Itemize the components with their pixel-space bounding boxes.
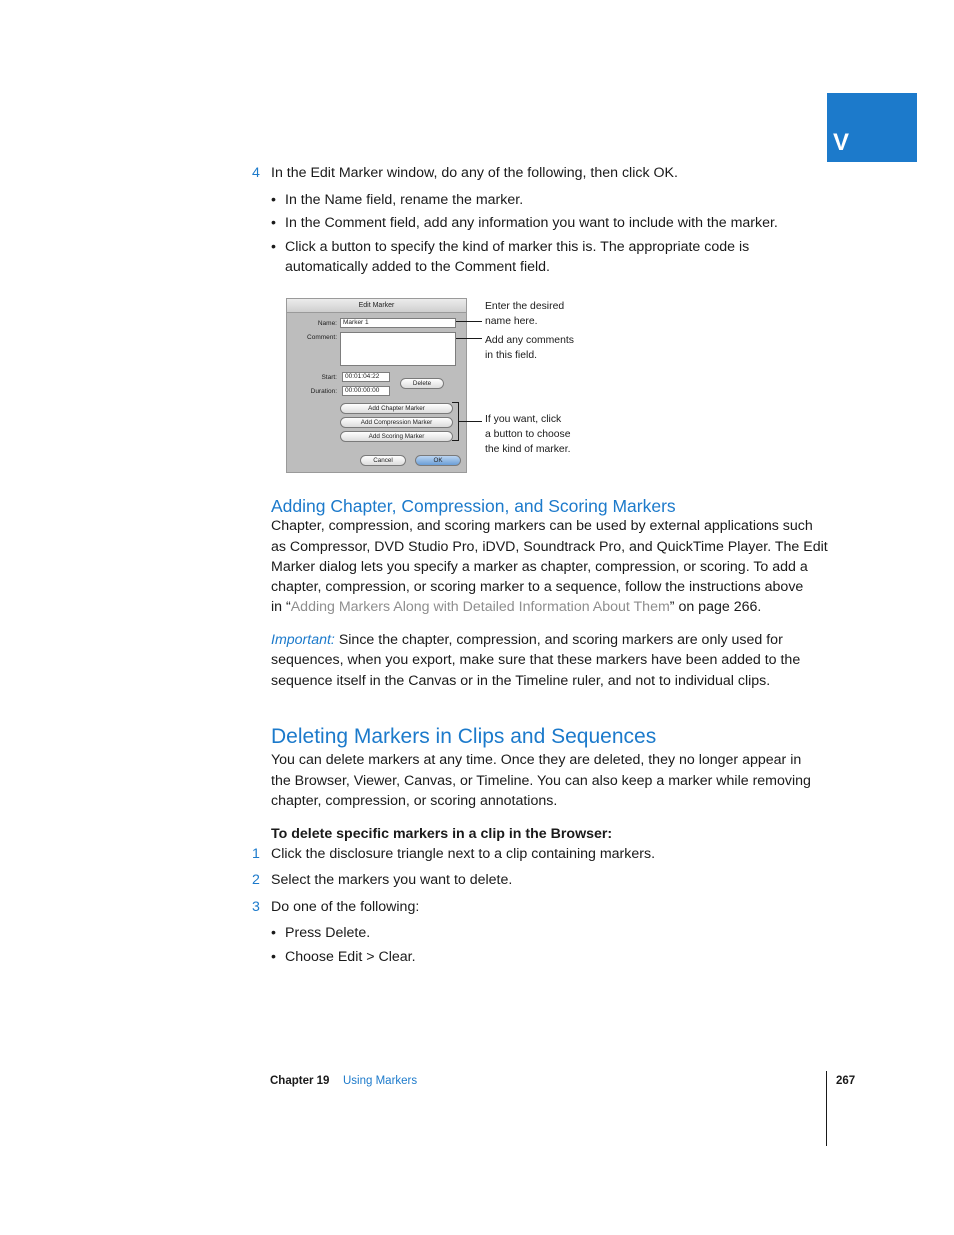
- step-number: 1: [252, 846, 260, 862]
- start-label: Start:: [321, 374, 337, 381]
- comment-label: Comment:: [307, 334, 337, 341]
- duration-label: Duration:: [310, 388, 337, 395]
- edit-marker-dialog: [286, 298, 467, 473]
- callout-line-name: [456, 321, 482, 322]
- annotation-buttons-2: a button to choose: [485, 429, 571, 440]
- link-prefix: in “: [271, 599, 291, 615]
- bullet-dot: •: [271, 949, 276, 965]
- body-line: the Browser, Viewer, Canvas, or Timeline. You can also keep a marker while removing: [271, 773, 811, 789]
- procedure-heading: To delete specific markers in a clip in the Browser:: [271, 826, 613, 842]
- add-chapter-marker-button[interactable]: Add Chapter Marker: [340, 403, 453, 414]
- name-label: Name:: [317, 320, 337, 327]
- step-text: Select the markers you want to delete.: [271, 872, 513, 888]
- dialog-title: Edit Marker: [287, 299, 466, 313]
- list-item: Click a button to specify the kind of marker this is. The appropriate code is: [285, 239, 750, 255]
- body-line: chapter, compression, or scoring marker to a sequence, follow the instructions above: [271, 579, 804, 595]
- delete-button[interactable]: Delete: [400, 378, 444, 389]
- bullet-dot: •: [271, 925, 276, 941]
- add-scoring-marker-button[interactable]: Add Scoring Marker: [340, 431, 453, 442]
- bullet-dot: •: [271, 215, 276, 231]
- list-item: In the Comment field, add any information you want to include with the marker.: [285, 215, 778, 231]
- step-text: In the Edit Marker window, do any of the following, then click OK.: [271, 165, 678, 181]
- footer-rule: [826, 1071, 827, 1146]
- body-line-with-link: [271, 597, 761, 617]
- annotation-name-1: Enter the desired: [485, 301, 565, 312]
- callout-bracket-top: [452, 402, 459, 403]
- body-line: sequences, when you export, make sure that these markers have been added to the: [271, 652, 801, 668]
- important-text: Since the chapter, compression, and scoring markers are only used for: [334, 632, 783, 648]
- step-text: Click the disclosure triangle next to a clip containing markers.: [271, 846, 656, 862]
- add-compression-marker-button[interactable]: Add Compression Marker: [340, 417, 453, 428]
- step-number: 3: [252, 899, 260, 915]
- section-heading: Adding Chapter, Compression, and Scoring Markers: [271, 496, 676, 516]
- callout-line-buttons: [459, 421, 482, 422]
- page-number: 267: [836, 1075, 856, 1087]
- annotation-buttons-1: If you want, click: [485, 414, 562, 425]
- comment-field[interactable]: [340, 332, 456, 366]
- list-item-continued: automatically added to the Comment field.: [285, 259, 550, 275]
- callout-line-comment: [456, 338, 482, 339]
- section-title: Deleting Markers in Clips and Sequences: [271, 725, 657, 748]
- list-item: In the Name field, rename the marker.: [285, 192, 524, 208]
- bullet-dot: •: [271, 239, 276, 255]
- bullet-dot: •: [271, 192, 276, 208]
- duration-field[interactable]: 00:00:00:00: [342, 386, 390, 396]
- part-tab: [827, 93, 917, 162]
- list-item: Press Delete.: [285, 925, 371, 941]
- step-number: 4: [252, 165, 260, 181]
- important-note: [271, 630, 783, 650]
- annotation-name-2: name here.: [485, 316, 538, 327]
- part-tab-label: V: [833, 129, 850, 156]
- body-line: Chapter, compression, and scoring markers can be used by external applications such: [271, 518, 813, 534]
- link-suffix: ” on page 266.: [669, 599, 762, 615]
- step-text: Do one of the following:: [271, 899, 420, 915]
- body-line: chapter, compression, or scoring annotations.: [271, 793, 558, 809]
- cross-reference-link[interactable]: Adding Markers Along with Detailed Information About Them: [290, 599, 670, 615]
- footer-chapter-title[interactable]: Using Markers: [343, 1075, 418, 1087]
- body-line: sequence itself in the Canvas or in the Timeline ruler, and not to individual clips.: [271, 673, 771, 689]
- body-line: Marker dialog lets you specify a marker as chapter, compression, or scoring. To add a: [271, 559, 808, 575]
- list-item: Choose Edit > Clear.: [285, 949, 416, 965]
- annotation-comment-1: Add any comments: [485, 335, 574, 346]
- start-field[interactable]: 00:01:04:22: [342, 372, 390, 382]
- annotation-comment-2: in this field.: [485, 350, 537, 361]
- body-line: You can delete markers at any time. Once they are deleted, they no longer appear in: [271, 752, 802, 768]
- body-line: as Compressor, DVD Studio Pro, iDVD, Soundtrack Pro, and QuickTime Player. The Edit: [271, 539, 828, 555]
- step-number: 2: [252, 872, 260, 888]
- ok-button[interactable]: OK: [415, 455, 461, 466]
- annotation-buttons-3: the kind of marker.: [485, 444, 571, 455]
- important-label: Important:: [271, 632, 335, 648]
- cancel-button[interactable]: Cancel: [360, 455, 406, 466]
- footer-chapter-label: Chapter 19: [270, 1075, 330, 1087]
- name-field[interactable]: Marker 1: [340, 318, 456, 328]
- callout-bracket-bottom: [452, 440, 459, 441]
